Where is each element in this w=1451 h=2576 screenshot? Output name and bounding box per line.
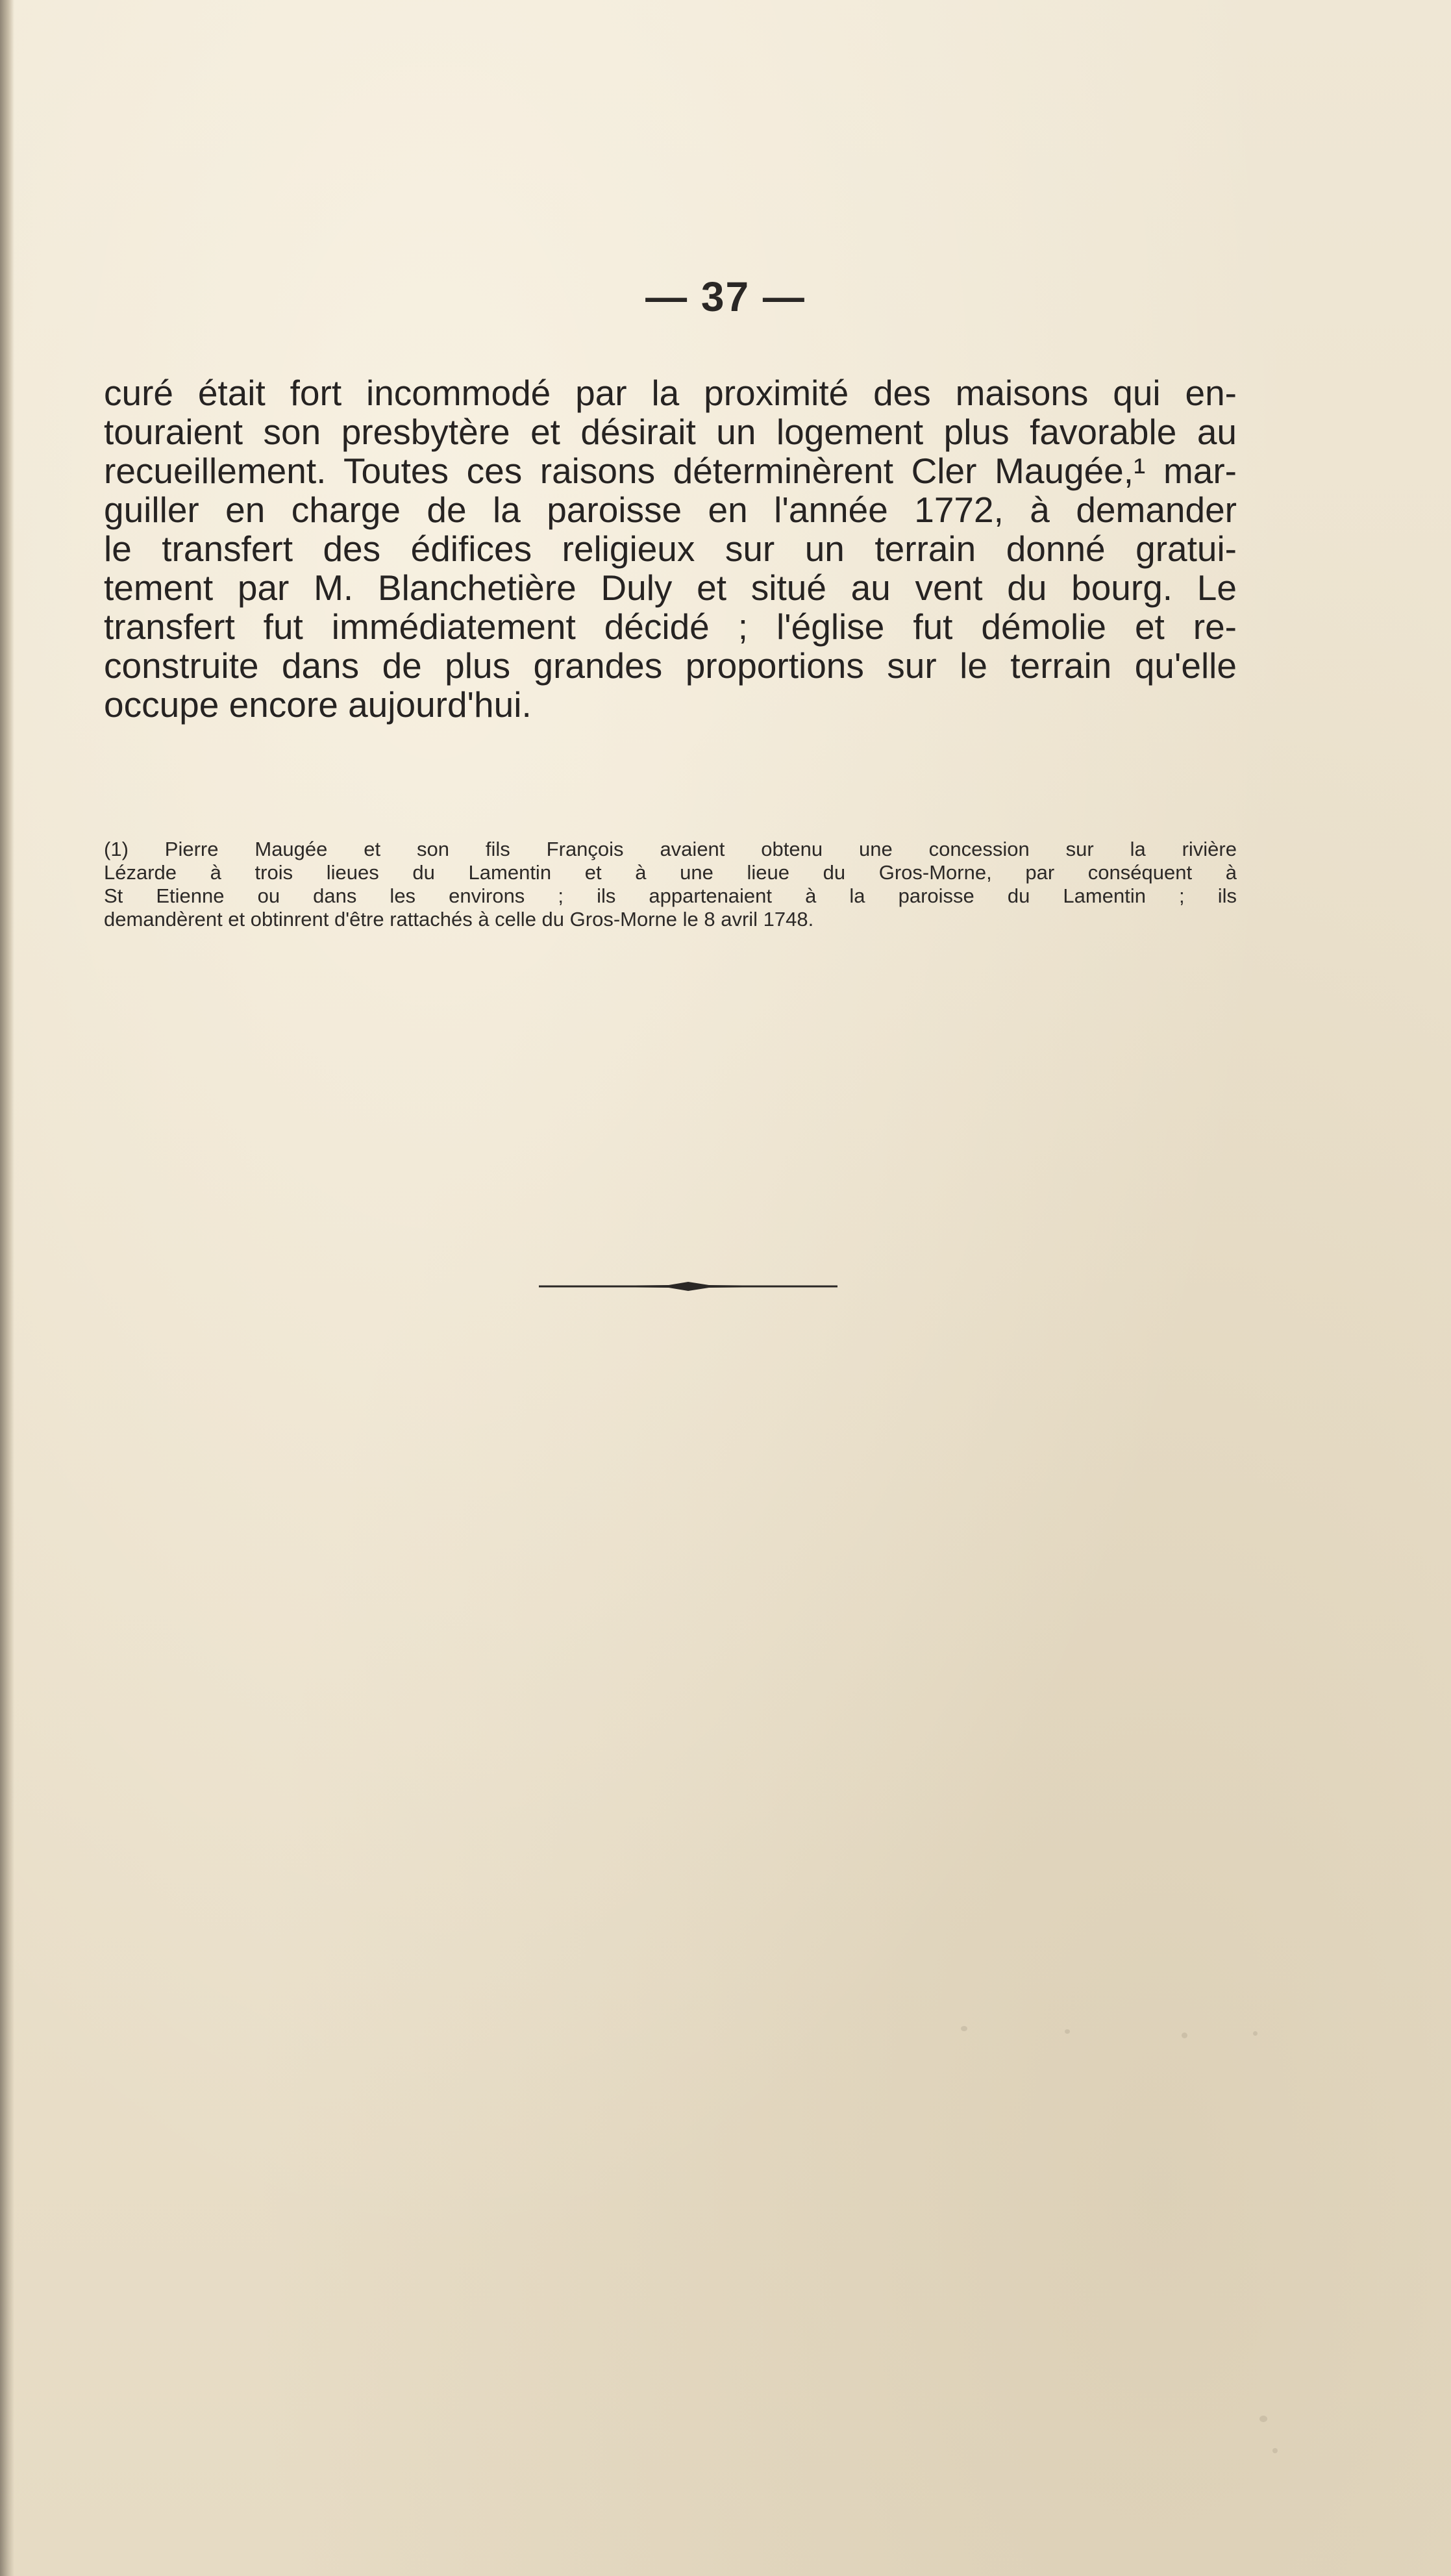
scan-speck [1253, 2031, 1258, 2036]
main-paragraph [104, 373, 1237, 724]
scan-speck [961, 2026, 967, 2031]
paragraph-line: transfert fut immédiatement décidé ; l'église fut démolie et re- [104, 606, 1237, 647]
ornamental-divider [539, 1278, 837, 1295]
page-number: — 37 — [645, 273, 806, 320]
scan-speck [1272, 2448, 1278, 2453]
paragraph-line: touraient son presbytère et désirait un logement plus favorable au [104, 412, 1237, 452]
paragraph-line: recueillement. Toutes ces raisons déterminèrent Cler Maugée,¹ mar- [104, 451, 1237, 491]
scan-speck [214, 870, 218, 874]
paragraph-line: tement par M. Blanchetière Duly et situé au vent du bourg. Le [104, 568, 1237, 608]
footnote-line: St Etienne ou dans les environs ; ils appartenaient à la paroisse du Lamentin ; ils [104, 884, 1237, 907]
paragraph-line: le transfert des édifices religieux sur un terrain donné gratui- [104, 529, 1237, 569]
footnote-line: (1) Pierre Maugée et son fils François avaient obtenu une concession sur la rivière [104, 838, 1237, 860]
scan-speck [1182, 2032, 1187, 2038]
footnote-line: demandèrent et obtinrent d'être rattachés à celle du Gros-Morne le 8 avril 1748. [104, 908, 814, 931]
footnote-line: Lézarde à trois lieues du Lamentin et à une lieue du Gros-Morne, par conséquent à [104, 861, 1237, 884]
paragraph-line: guiller en charge de la paroisse en l'année 1772, à demander [104, 490, 1237, 530]
paragraph-line: occupe encore aujourd'hui. [104, 684, 532, 725]
paragraph-line: curé était fort incommodé par la proximité des maisons qui en- [104, 373, 1237, 413]
paragraph-line: construite dans de plus grandes proportions sur le terrain qu'elle [104, 645, 1237, 686]
scan-speck [1259, 2416, 1267, 2422]
footnote [104, 838, 1237, 931]
scan-speck [1065, 2029, 1070, 2034]
page-binding-edge [0, 0, 14, 2576]
